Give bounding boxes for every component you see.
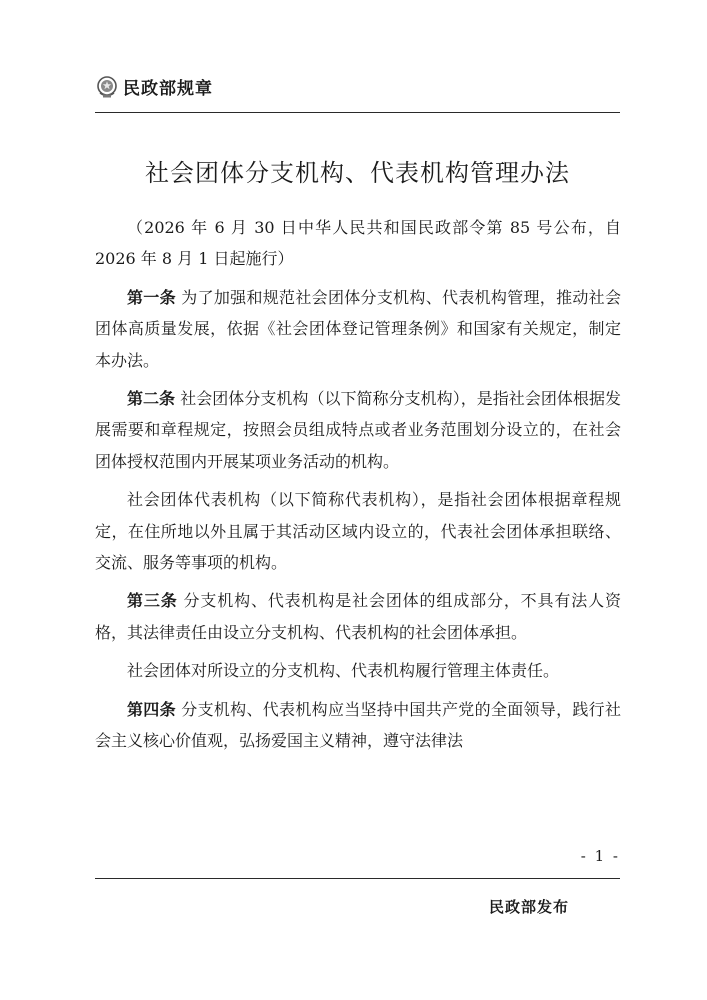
subtitle: （2026 年 6 月 30 日中华人民共和国民政部令第 85 号公布，自 2026 年 8 月 1 日起施行） — [95, 218, 621, 269]
document-body — [95, 212, 621, 757]
article-4 — [95, 694, 621, 757]
article-1 — [95, 282, 621, 376]
header-label: 民政部规章 — [123, 79, 213, 99]
article-text: 社会团体分支机构（以下简称分支机构），是指社会团体根据发展需要和章程规定，按照会员组成特点或者业务范围划分设立的，在社会团体授权范围内开展某项业务活动的机构。 — [95, 389, 621, 471]
article-text: 社会团体代表机构（以下简称代表机构），是指社会团体根据章程规定，在住所地以外且属于其活动区域内设立的，代表社会团体承担联络、交流、服务等事项的机构。 — [95, 490, 621, 573]
page-header — [95, 74, 213, 99]
article-2-paragraph-2 — [95, 484, 621, 578]
article-text: 社会团体对所设立的分支机构、代表机构履行管理主体责任。 — [127, 661, 560, 681]
article-3 — [95, 585, 621, 648]
article-3-paragraph-2 — [95, 655, 621, 686]
article-text: 分支机构、代表机构是社会团体的组成部分，不具有法人资格，其法律责任由设立分支机构、代表机构的社会团体承担。 — [95, 591, 621, 642]
article-heading: 第四条 — [127, 699, 176, 719]
article-2 — [95, 383, 621, 477]
article-heading: 第二条 — [127, 389, 176, 409]
article-text: 为了加强和规范社会团体分支机构、代表机构管理，推动社会团体高质量发展，依据《社会团体登记管理条例》和国家有关规定，制定本办法。 — [95, 287, 621, 370]
footer-divider — [95, 878, 620, 879]
article-heading: 第三条 — [127, 591, 178, 611]
page-number: - 1 - — [580, 847, 620, 865]
publisher-label: 民政部发布 — [489, 898, 570, 916]
article-heading: 第一条 — [127, 287, 176, 307]
article-text: 分支机构、代表机构应当坚持中国共产党的全面领导，践行社会主义核心价值观，弘扬爱国主义精神，遵守法律法 — [95, 699, 621, 751]
document-title: 社会团体分支机构、代表机构管理办法 — [145, 159, 570, 187]
header-divider — [95, 112, 620, 113]
national-emblem-icon — [95, 75, 119, 99]
